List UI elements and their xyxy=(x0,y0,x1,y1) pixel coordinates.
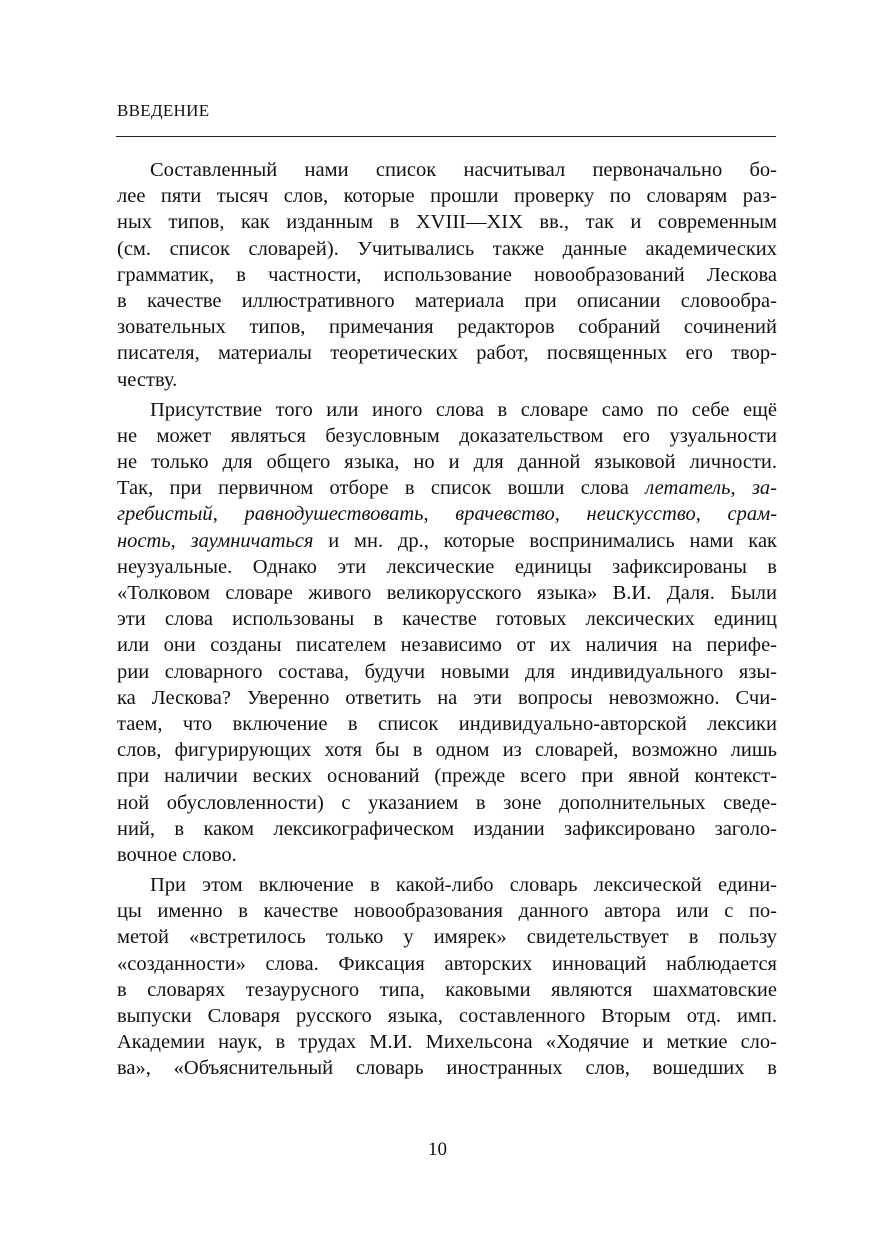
text-run: или они созданы писателем независимо от их наличия на перифе- xyxy=(117,634,777,657)
text-run: в качестве иллюстративного материала при описании словообра- xyxy=(117,289,777,312)
text-run: лее пяти тысяч слов, которые прошли проверку по словарям раз- xyxy=(117,185,777,208)
paragraph xyxy=(117,872,777,1082)
text-line xyxy=(117,816,777,842)
text-line xyxy=(117,475,777,501)
text-run: ний, в каком лексикографическом издании зафиксировано заголо- xyxy=(117,817,777,840)
text-line xyxy=(117,367,777,393)
text-line xyxy=(117,924,777,950)
text-line xyxy=(117,790,777,816)
text-run: и мн. др., которые воспринимались нами как xyxy=(313,529,778,552)
text-line xyxy=(117,1029,777,1055)
text-line xyxy=(117,449,777,475)
text-run: (см. список словарей). Учитывались также данные академических xyxy=(117,237,777,260)
text-run: ной обусловленности) с указанием в зоне дополнительных сведе- xyxy=(117,791,777,814)
italic-word: летатель xyxy=(645,477,731,500)
text-run: честву. xyxy=(117,368,178,391)
text-run: эти слова использованы в качестве готовых лексических единиц xyxy=(117,608,777,631)
body-text xyxy=(117,157,777,1082)
text-line xyxy=(117,977,777,1003)
text-line xyxy=(117,1003,777,1029)
text-line xyxy=(117,183,777,209)
text-line xyxy=(117,606,777,632)
text-run: , xyxy=(170,529,191,552)
text-run: ка Лескова? Уверенно ответить на эти вопросы невозможно. Счи- xyxy=(117,686,777,709)
text-line xyxy=(117,423,777,449)
text-run: , xyxy=(212,503,245,526)
header-rule xyxy=(116,136,776,137)
text-run: не может являться безусловным доказательством его узуальности xyxy=(117,424,777,447)
running-head: ВВЕДЕНИЕ xyxy=(117,101,210,120)
paragraph xyxy=(117,397,777,868)
italic-word: неискусство xyxy=(586,503,696,526)
text-line xyxy=(117,872,777,898)
italic-word: за- xyxy=(751,477,778,500)
text-run: Академии наук, в трудах М.И. Михельсона «Ходячие и меткие сло- xyxy=(117,1031,777,1054)
text-line xyxy=(117,1055,777,1081)
text-line xyxy=(117,737,777,763)
text-line xyxy=(117,685,777,711)
text-line xyxy=(117,157,777,183)
italic-word: гребистый xyxy=(117,503,213,526)
italic-word: равнодушествовать xyxy=(244,503,424,526)
text-run: выпуски Словаря русского языка, составленного Вторым отд. имп. xyxy=(117,1005,777,1027)
italic-word: врачевство xyxy=(455,503,555,526)
text-line xyxy=(117,288,777,314)
text-run: метой «встретилось только у имярек» свидетельствует в пользу xyxy=(117,926,777,949)
text-run: грамматик, в частности, использование новообразований Лескова xyxy=(117,263,777,286)
page-number: 10 xyxy=(428,1139,447,1160)
text-run: ных типов, как изданным в XVIII—XIX вв., так и современным xyxy=(117,211,777,234)
text-line xyxy=(117,711,777,737)
text-run: , xyxy=(554,503,587,526)
text-run: цы именно в качестве новообразования данного автора или с по- xyxy=(117,900,777,923)
text-run: рии словарного состава, будучи новыми для индивидуального язы- xyxy=(117,660,777,683)
text-line xyxy=(117,554,777,580)
text-line xyxy=(117,898,777,924)
text-line xyxy=(117,580,777,606)
text-run: «Толковом словаре живого великорусского языка» В.И. Даля. Были xyxy=(117,582,777,604)
text-run: «созданности» слова. Фиксация авторских инноваций наблюдается xyxy=(117,952,777,975)
text-line xyxy=(117,314,777,340)
text-run: , xyxy=(730,477,752,500)
text-run: Так, при первичном отборе в список вошли слова xyxy=(117,477,646,500)
text-line xyxy=(117,659,777,685)
italic-word: заумничаться xyxy=(190,529,314,552)
text-line xyxy=(117,842,777,868)
text-line xyxy=(117,236,777,262)
text-line xyxy=(117,763,777,789)
text-line xyxy=(117,501,777,527)
text-line xyxy=(117,528,777,554)
text-run: при наличии веских оснований (прежде всего при явной контекст- xyxy=(117,765,777,788)
text-run: Составленный нами список насчитывал первоначально бо- xyxy=(150,159,777,181)
italic-word: срам- xyxy=(727,503,778,526)
text-run: При этом включение в какой-либо словарь лексической едини- xyxy=(150,874,777,897)
text-run: ва», «Объяснительный словарь иностранных слов, вошедших в xyxy=(117,1057,777,1080)
text-run: , xyxy=(695,503,728,526)
text-run: Присутствие того или иного слова в словаре само по себе ещё xyxy=(150,398,777,421)
text-line xyxy=(117,262,777,288)
text-run: зовательных типов, примечания редакторов собраний сочинений xyxy=(117,316,777,339)
text-run: слов, фигурирующих хотя бы в одном из словарей, возможно лишь xyxy=(117,739,777,762)
text-line xyxy=(117,340,777,366)
italic-word: ность xyxy=(117,529,171,552)
text-line xyxy=(117,209,777,235)
text-run: неузуальные. Однако эти лексические единицы зафиксированы в xyxy=(117,555,777,578)
text-line xyxy=(117,632,777,658)
text-run: таем, что включение в список индивидуально-авторской лексики xyxy=(117,712,777,735)
text-run: писателя, материалы теоретических работ, посвященных его твор- xyxy=(117,342,777,365)
text-line xyxy=(117,397,777,423)
text-run: , xyxy=(423,503,456,526)
text-line xyxy=(117,951,777,977)
paragraph xyxy=(117,157,777,393)
text-run: в словарях тезаурусного типа, каковыми являются шахматовские xyxy=(117,978,777,1001)
text-run: вочное слово. xyxy=(117,843,237,866)
text-run: не только для общего языка, но и для данной языковой личности. xyxy=(117,451,777,474)
